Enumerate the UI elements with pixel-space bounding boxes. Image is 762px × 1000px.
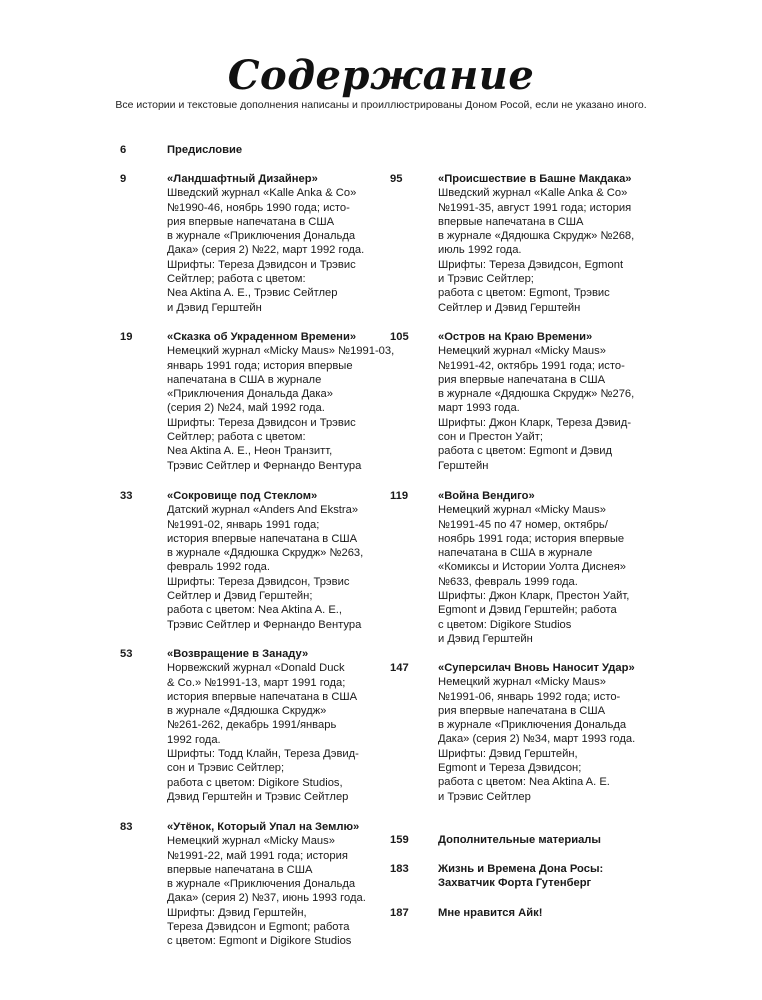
- toc-entry-detail-line: №1991-02, январь 1991 года;: [167, 518, 320, 531]
- toc-entry-detail-line: в журнале «Дядюшка Скрудж» №263,: [167, 547, 364, 560]
- toc-entry-detail-line: работа с цветом: Digikore Studios,: [167, 776, 343, 789]
- page-subtitle: Все истории и текстовые дополнения написаны и проиллюстрированы Доном Росой, если не указано иного.: [115, 99, 647, 111]
- toc-entry-detail-line: рия впервые напечатана в США: [438, 373, 606, 386]
- toc-entry-detail-line: Шрифты: Дэвид Герштейн,: [167, 906, 307, 919]
- toc-page-number: 95: [390, 173, 403, 185]
- toc-entry-title: «Остров на Краю Времени»: [438, 331, 593, 343]
- toc-entry-detail-line: март 1993 года.: [438, 402, 520, 415]
- toc-entry-body: [167, 647, 359, 804]
- toc-entry-detail-line: работа с цветом: Nea Aktina A. E.,: [167, 604, 343, 617]
- toc-entry-detail-line: 1992 года.: [167, 733, 221, 746]
- toc-entry-detail-line: Немецкий журнал «Micky Maus»: [438, 676, 606, 689]
- toc-entry-title: Предисловие: [167, 144, 243, 156]
- toc-entry-detail-line: рия впервые напечатана в США: [167, 215, 335, 228]
- toc-entry-detail-line: февраль 1992 года.: [167, 561, 270, 574]
- toc-entry-title: «Утёнок, Который Упал на Землю»: [167, 821, 360, 833]
- toc-entry-detail-line: (серия 2) №24, май 1992 года.: [167, 402, 325, 415]
- toc-entry-detail-line: история впервые напечатана в США: [167, 532, 358, 545]
- toc-entry-detail-line: Герштейн: [438, 459, 489, 472]
- toc-entry-detail-line: Шрифты: Тереза Дэвидсон, Трэвис: [167, 575, 350, 588]
- toc-entry-detail-line: Шрифты: Тереза Дэвидсон, Egmont: [438, 258, 624, 271]
- toc-entry-detail-line: №1991-22, май 1991 года; история: [167, 849, 348, 862]
- toc-entry-body: [438, 330, 634, 473]
- toc-entry-detail-line: работа с цветом: Egmont и Дэвид: [438, 445, 613, 458]
- toc-entry-detail-line: Немецкий журнал «Micky Maus»: [438, 504, 606, 517]
- toc-entry-body: [438, 489, 629, 646]
- toc-entry-detail-line: Сейтлер; работа с цветом:: [167, 431, 306, 444]
- toc-entry-detail-line: впервые напечатана в США: [438, 215, 584, 228]
- toc-entry-detail-line: сон и Престон Уайт;: [438, 431, 543, 444]
- toc-entry-title: «Война Вендиго»: [438, 490, 535, 502]
- toc-entry-detail-line: с цветом: Digikore Studios: [438, 618, 572, 631]
- toc-entry-detail-line: Трэвис Сейтлер и Фернандо Вентура: [167, 459, 362, 472]
- toc-entry-title: «Происшествие в Башне Макдака»: [438, 173, 632, 185]
- toc-page-number: 9: [120, 173, 127, 185]
- toc-entry-detail-line: впервые напечатана в США: [167, 863, 313, 876]
- toc-entry-title: Дополнительные материалы: [438, 834, 601, 846]
- toc-entry-detail-line: июль 1992 года.: [438, 244, 522, 257]
- toc-entry-title: Жизнь и Времена Дона Росы:: [438, 863, 604, 875]
- toc-entry-detail-line: в журнале «Дядюшка Скрудж» №276,: [438, 388, 635, 401]
- toc-entry-detail-line: Дака» (серия 2) №37, июнь 1993 года.: [167, 892, 366, 905]
- toc-entry-detail-line: Датский журнал «Anders And Ekstra»: [167, 504, 359, 517]
- toc-page-number: 147: [390, 662, 409, 674]
- toc-entry-detail-line: Nea Aktina A. E., Трэвис Сейтлер: [167, 287, 338, 300]
- toc-entry-title: Захватчик Форта Гутенберг: [438, 877, 592, 890]
- toc-entry-detail-line: сон и Трэвис Сейтлер;: [167, 762, 285, 775]
- toc-entry-detail-line: Немецкий журнал «Micky Maus» №1991-03,: [167, 345, 395, 358]
- toc-entry-detail-line: Тереза Дэвидсон и Egmont; работа: [167, 921, 350, 934]
- toc-entry-detail-line: №1991-06, январь 1992 года; исто-: [438, 690, 621, 703]
- toc-entry-detail-line: №633, февраль 1999 года.: [438, 575, 578, 588]
- toc-entry-detail-line: Дэвид Герштейн и Трэвис Сейтлер: [167, 790, 349, 803]
- toc-entry-body: [167, 489, 363, 632]
- toc-entry-detail-line: работа с цветом: Nea Aktina A. E.: [438, 776, 610, 789]
- toc-page-number: 119: [390, 490, 409, 502]
- toc-entry-body: [167, 143, 242, 157]
- toc-entry-detail-line: №1991-35, август 1991 года; история: [438, 201, 632, 214]
- toc-entry-detail-line: «Комиксы и Истории Уолта Диснея»: [438, 561, 626, 574]
- toc-entry-detail-line: №1991-42, октябрь 1991 года; исто-: [438, 359, 625, 372]
- toc-entry-detail-line: ноябрь 1991 года; история впервые: [438, 532, 625, 545]
- toc-page-number: 6: [120, 144, 127, 156]
- toc-entry-title: «Суперсилач Вновь Наносит Удар»: [438, 662, 635, 674]
- toc-page-number: 183: [390, 863, 409, 875]
- toc-entry-detail-line: напечатана в США в журнале: [167, 373, 322, 386]
- toc-entry-body: [438, 661, 635, 804]
- toc-page-number: 187: [390, 907, 409, 919]
- toc-entry-detail-line: с цветом: Egmont и Digikore Studios: [167, 935, 352, 948]
- toc-entry-detail-line: Шведский журнал «Kalle Anka & Co»: [438, 187, 628, 200]
- toc-entry-detail-line: январь 1991 года; история впервые: [167, 359, 353, 372]
- toc-entry-detail-line: напечатана в США в журнале: [438, 547, 593, 560]
- toc-entry-title: «Сокровище под Стеклом»: [167, 490, 318, 502]
- toc-entry-detail-line: и Трэвис Сейтлер: [438, 790, 531, 803]
- toc-entry-title: Мне нравится Айк!: [438, 907, 543, 919]
- toc-entry-detail-line: и Дэвид Герштейн: [167, 301, 262, 314]
- toc-entry-detail-line: Норвежский журнал «Donald Duck: [167, 662, 345, 675]
- toc-entry-detail-line: Дака» (серия 2) №34, март 1993 года.: [438, 733, 636, 746]
- toc-entry-detail-line: Немецкий журнал «Micky Maus»: [438, 345, 606, 358]
- toc-entry-detail-line: Трэвис Сейтлер и Фернандо Вентура: [167, 618, 362, 631]
- toc-page-number: 53: [120, 648, 133, 660]
- toc-entry-title: «Возвращение в Занаду»: [167, 648, 309, 660]
- toc-page-number: 105: [390, 331, 409, 343]
- toc-entry-body: [167, 820, 366, 949]
- toc-entry-detail-line: и Трэвис Сейтлер;: [438, 273, 534, 286]
- toc-entry-detail-line: Шведский журнал «Kalle Anka & Co»: [167, 187, 357, 200]
- toc-entry-detail-line: Сейтлер; работа с цветом:: [167, 273, 306, 286]
- toc-entry-detail-line: Сейтлер и Дэвид Герштейн;: [167, 590, 313, 603]
- toc-entry-detail-line: №261-262, декабрь 1991/январь: [167, 719, 337, 732]
- toc-entry-body: [167, 330, 394, 473]
- toc-entry-detail-line: Шрифты: Тереза Дэвидсон и Трэвис: [167, 416, 356, 429]
- toc-entry-detail-line: Шрифты: Дэвид Герштейн,: [438, 747, 578, 760]
- toc-entry-detail-line: Шрифты: Джон Кларк, Тереза Дэвид-: [438, 416, 632, 429]
- toc-entry-detail-line: в журнале «Дядюшка Скрудж» №268,: [438, 230, 635, 243]
- toc-entry-detail-line: в журнале «Приключения Дональда: [438, 719, 627, 732]
- toc-page-number: 19: [120, 331, 133, 343]
- toc-entry-body: [438, 906, 542, 920]
- toc-entry-body: [167, 172, 364, 315]
- toc-entry-body: [438, 862, 603, 891]
- toc-entry-detail-line: Шрифты: Тодд Клайн, Тереза Дэвид-: [167, 748, 359, 761]
- toc-entry-detail-line: Nea Aktina A. E., Неон Транзитт,: [167, 445, 333, 458]
- toc-entry-detail-line: «Приключения Дональда Дака»: [167, 388, 333, 401]
- toc-entry-detail-line: Немецкий журнал «Micky Maus»: [167, 835, 335, 848]
- toc-entry-body: [438, 833, 601, 847]
- toc-entry-detail-line: работа с цветом: Egmont, Трэвис: [438, 287, 610, 300]
- toc-entry-detail-line: Egmont и Тереза Дэвидсон;: [438, 762, 582, 775]
- toc-page-number: 83: [120, 821, 133, 833]
- page-title: Содержание: [227, 52, 535, 99]
- toc-entry-detail-line: Дака» (серия 2) №22, март 1992 года.: [167, 244, 365, 257]
- toc-entry-detail-line: рия впервые напечатана в США: [438, 704, 606, 717]
- toc-entry-detail-line: Шрифты: Тереза Дэвидсон и Трэвис: [167, 258, 356, 271]
- toc-page-number: 33: [120, 490, 133, 502]
- toc-entry-detail-line: Шрифты: Джон Кларк, Престон Уайт,: [438, 590, 630, 603]
- toc-entry-detail-line: и Дэвид Герштейн: [438, 632, 533, 645]
- toc-entry-detail-line: & Co.» №1991-13, март 1991 года;: [167, 676, 346, 689]
- toc-entry-detail-line: Сейтлер и Дэвид Герштейн: [438, 301, 581, 314]
- toc-entry-body: [438, 172, 634, 315]
- toc-entry-detail-line: в журнале «Приключения Дональда: [167, 878, 356, 891]
- toc-entry-detail-line: в журнале «Приключения Дональда: [167, 230, 356, 243]
- toc-entry-title: «Ландшафтный Дизайнер»: [167, 173, 318, 185]
- toc-entry-detail-line: в журнале «Дядюшка Скрудж»: [167, 705, 327, 718]
- toc-entry-detail-line: №1991-45 по 47 номер, октябрь/: [438, 518, 608, 531]
- toc-entry-detail-line: история впервые напечатана в США: [167, 690, 358, 703]
- toc-entry-detail-line: №1990-46, ноябрь 1990 года; исто-: [167, 201, 350, 214]
- toc-entry-detail-line: Egmont и Дэвид Герштейн; работа: [438, 604, 617, 617]
- toc-entry-title: «Сказка об Украденном Времени»: [167, 331, 357, 343]
- toc-page-number: 159: [390, 834, 409, 846]
